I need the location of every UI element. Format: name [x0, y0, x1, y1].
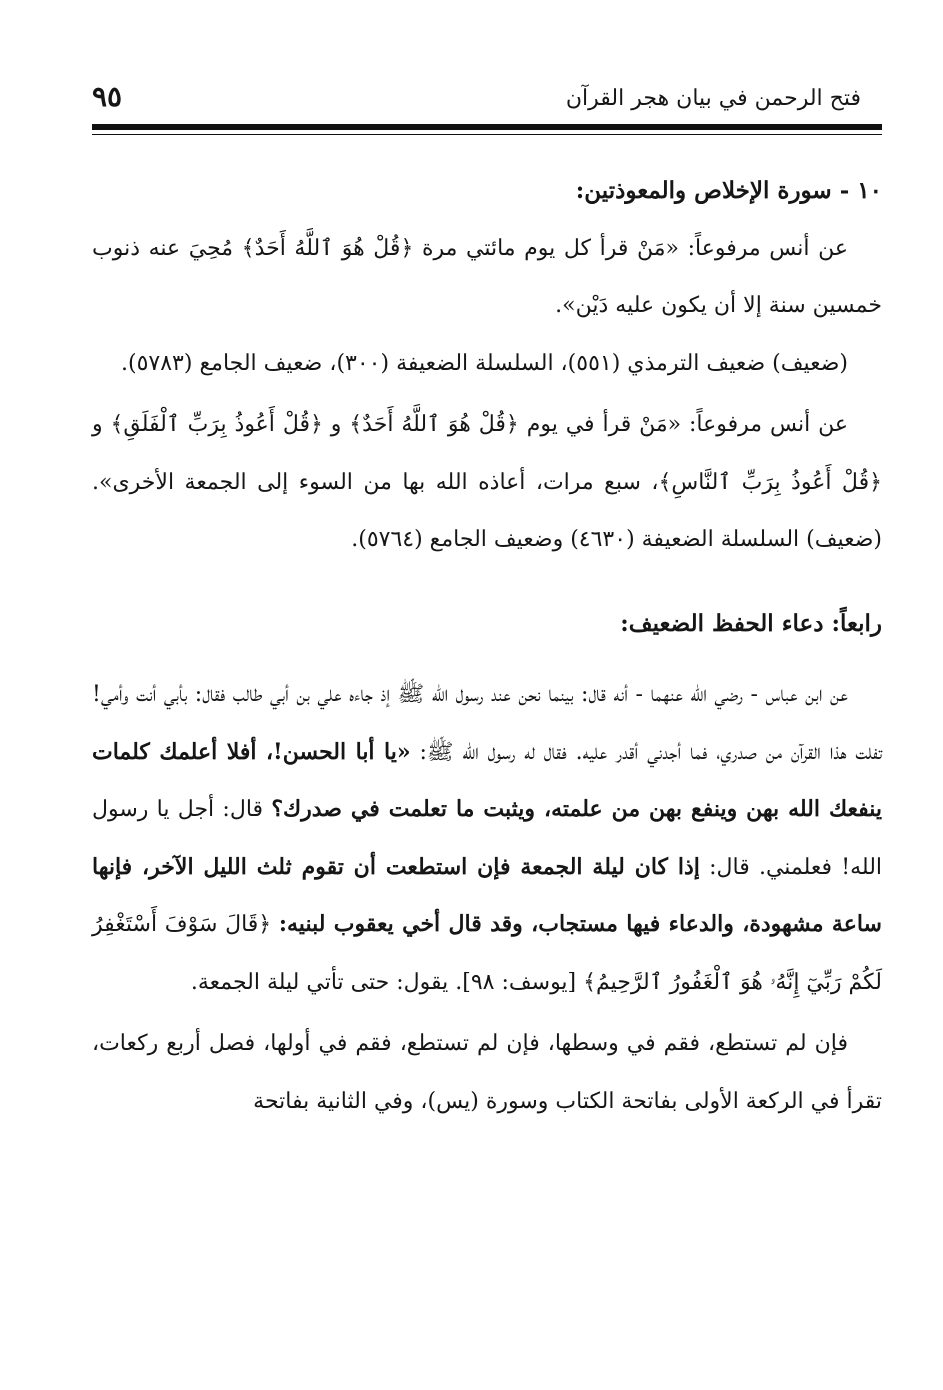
hadith-bold-text: «يا أبا الحسن!، أفلا أعلمك كلمات ينفعك الله بهن وينفع بهن من علمته، ويثبت ما تعلمت في صدرك؟ [92, 738, 882, 822]
hadith-text: عن ابن عباس - رضي الله عنهما - أنه قال: بينما نحن عند رسول الله ﷺ إذ جاءه علي بن أبي طالب فقال: بأبي أنت وأمي! تفلت هذا القرآن من صدري، فما أجدني أقدر عليه. فقال له رسول الله ﷺ: [92, 682, 883, 765]
running-header-title: فتح الرحمن في بيان هجر القرآن [565, 86, 861, 111]
hadith-paragraph-3 [92, 666, 882, 1011]
spacer [92, 652, 882, 666]
citation-paragraph-1: (ضعيف) ضعيف الترمذي (٥٥١)، السلسلة الضعيفة (٣٠٠)، ضعيف الجامع (٥٧٨٣). [121, 350, 848, 376]
spacer [92, 569, 882, 595]
hadith-text: ﴿قَالَ سَوْفَ أَسْتَغْفِرُ لَكُمْ رَبِّيٓ إِنَّهُۥ هُوَ ٱلْغَفُورُ ٱلرَّحِيمُ﴾ [يوسف: ٩٨]. يقول: حتى تأتي ليلة الجمعة. [92, 912, 882, 995]
section-heading-dua: رابعاً: دعاء الحفظ الضعيف: [620, 609, 882, 637]
hadith-paragraph-2: عن أنس مرفوعاً: «مَنْ قرأ في يوم ﴿قُلْ هُوَ ٱللَّهُ أَحَدٌ﴾ و ﴿قُلْ أَعُوذُ بِرَبِّ ٱلْفَلَقِ﴾ و ﴿قُلْ أَعُوذُ بِرَبِّ ٱلنَّاسِ﴾، سبع مرات، أعاذه الله بها من السوء إلى الجمعة الأخرى». (ضعيف) السلسلة الضعيفة (٤٦٣٠) وضعيف الجامع (٥٧٦٤). [92, 412, 882, 552]
hadith-text: قال: أجل يا رسول الله! فعلمني. قال: [92, 797, 883, 880]
hadith-bold-text: إذا كان ليلة الجمعة فإن استطعت أن تقوم ثلث الليل الآخر، فإنها ساعة مشهودة، والدعاء فيها مستجاب، وقد قال أخي يعقوب لبنيه: [92, 853, 882, 937]
header-rule-thick [92, 124, 882, 130]
page-number: ٩٥ [92, 80, 123, 113]
page-body [92, 162, 882, 1130]
hadith-paragraph-4: فإن لم تستطع، فقم في وسطها، فإن لم تستطع، فقم في أولها، فصل أربع ركعات، تقرأ في الركعة الأولى بفاتحة الكتاب وسورة (يس)، وفي الثانية بفاتحة [92, 1031, 882, 1114]
header-rule-thin [92, 134, 882, 135]
section-heading-ikhlas: ١٠ - سورة الإخلاص والمعوذتين: [575, 177, 882, 204]
hadith-paragraph-1: عن أنس مرفوعاً: «مَنْ قرأ كل يوم مائتي مرة ﴿قُلْ هُوَ ٱللَّهُ أَحَدٌ﴾ مُحِيَ عنه ذنوب خمسين سنة إلا أن يكون عليه دَيْن». [92, 235, 882, 318]
